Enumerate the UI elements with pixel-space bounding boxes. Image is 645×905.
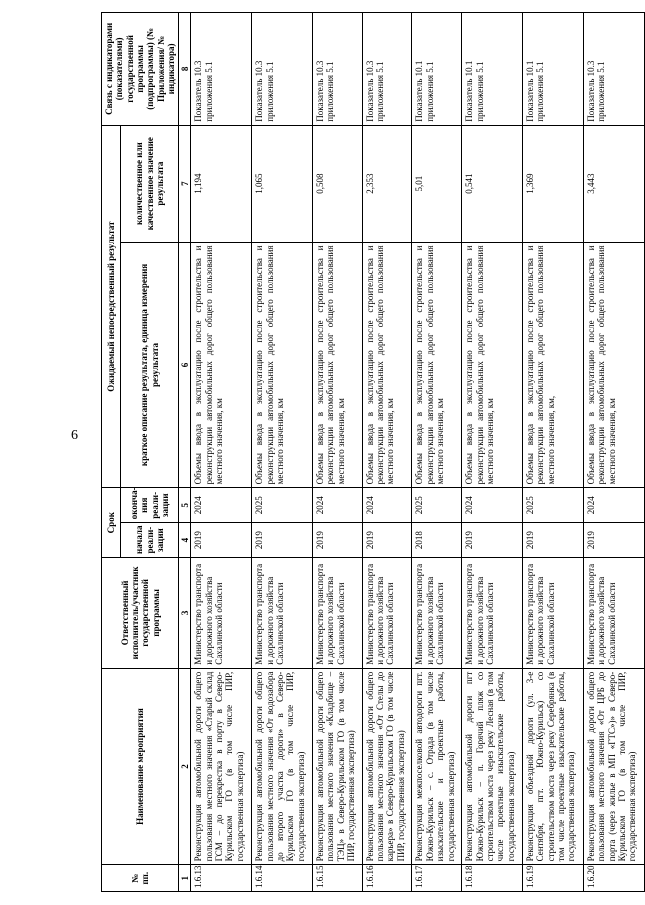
header-desc: краткое описание результата, единица измерения результата — [121, 242, 179, 488]
column-number: 7 — [179, 125, 191, 242]
row-executor: Министерство транспорта и дорожного хозяйства Сахалинской области — [252, 558, 313, 669]
row-num: 1.6.20. — [583, 865, 644, 892]
table-row — [191, 13, 252, 892]
row-end: 2025 — [523, 488, 584, 523]
row-name: Реконструкция автомобильной дороги общего пользования местного значения «От Стелы до карьера» в Северо-Курильском ГО (в том числе ПИР, государственная экспертиза) — [362, 668, 412, 865]
row-end: 2024 — [191, 488, 252, 523]
column-number: 3 — [179, 558, 191, 669]
row-num: 1.6.18. — [462, 865, 523, 892]
header-name: Наименование мероприятия — [102, 668, 179, 865]
row-executor: Министерство транспорта и дорожного хозяйства Сахалинской области — [412, 558, 462, 669]
row-num: 1.6.15. — [313, 865, 363, 892]
row-value: 0,508 — [313, 125, 363, 242]
row-name: Реконструкция автомобильной дороги общего пользования местного значения «От водозабора до второго участка дороги» в Северо-Курильском ГО (в том числе ПИР, государственная экспертиза) — [252, 668, 313, 865]
column-number: 6 — [179, 242, 191, 488]
row-executor: Министерство транспорта и дорожного хозяйства Сахалинской области — [523, 558, 584, 669]
row-link: Показатель 10.3 приложения 5.1 — [583, 13, 644, 126]
table-row — [362, 13, 412, 892]
row-desc: Объемы ввода в эксплуатацию после строительства и реконструкции автомобильных дорог общего пользования местного значения, км — [191, 242, 252, 488]
row-executor: Министерство транспорта и дорожного хозяйства Сахалинской области — [191, 558, 252, 669]
row-desc: Объемы ввода в эксплуатацию после строительства и реконструкции автомобильных дорог общего пользования местного значения, км — [362, 242, 412, 488]
header-end: оконча-ния реали-зации — [121, 488, 179, 523]
row-num: 1.6.14. — [252, 865, 313, 892]
row-link: Показатель 10.3 приложения 5.1 — [252, 13, 313, 126]
column-number: 8 — [179, 13, 191, 126]
row-executor: Министерство транспорта и дорожного хозяйства Сахалинской области — [313, 558, 363, 669]
row-start: 2019 — [462, 523, 523, 558]
row-value: 1,194 — [191, 125, 252, 242]
header-start: начала реали-зации — [121, 523, 179, 558]
column-number: 4 — [179, 523, 191, 558]
row-name: Реконструкция межпоселковой автодороги пгт. Южно-Курильск – с. Отрада (в том числе изыскательские и проектные работы, государственная экспертиза) — [412, 668, 462, 865]
row-end: 2025 — [252, 488, 313, 523]
row-link: Показатель 10.3 приложения 5.1 — [191, 13, 252, 126]
row-end: 2024 — [313, 488, 363, 523]
row-num: 1.6.16. — [362, 865, 412, 892]
row-end: 2025 — [412, 488, 462, 523]
row-end: 2024 — [583, 488, 644, 523]
table-row — [313, 13, 363, 892]
row-executor: Министерство транспорта и дорожного хозяйства Сахалинской области — [462, 558, 523, 669]
row-value: 3,443 — [583, 125, 644, 242]
row-num: 1.6.13. — [191, 865, 252, 892]
row-executor: Министерство транспорта и дорожного хозяйства Сахалинской области — [583, 558, 644, 669]
row-start: 2019 — [583, 523, 644, 558]
row-value: 0,541 — [462, 125, 523, 242]
header-num: № пп. — [102, 865, 179, 892]
row-name: Реконструкция автомобильной дороги общего пользования местного значения «Кладбище – ТЭЦ» в Северо-Курильском ГО (в том числе ПИР, государственная экспертиза) — [313, 668, 363, 865]
header-executor: Ответственный исполнитель/участник государственной программы — [102, 558, 179, 669]
measures-table — [101, 12, 645, 892]
row-name: Реконструкция объездной дороги (ул. 3-е Сентября, пгт. Южно-Курильск) со строительством моста через реку Серебрянка (в том числе проектные изыскательские работы, государственная экспертиза) — [523, 668, 584, 865]
table-row — [523, 13, 584, 892]
row-link: Показатель 10.1 приложения 5.1 — [412, 13, 462, 126]
row-name: Реконструкция автомобильной дороги общего пользования местного значения «Старый склад ГСМ – до перекрестка в порту в Северо-Курильском ГО (в том числе ПИР, государственная экспертиза) — [191, 668, 252, 865]
rotated-table-container — [101, 12, 638, 892]
row-value: 5,01 — [412, 125, 462, 242]
row-desc: Объемы ввода в эксплуатацию после строительства и реконструкции автомобильных дорог общего пользования местного значения, км — [462, 242, 523, 488]
row-desc: Объемы ввода в эксплуатацию после строительства и реконструкции автомобильных дорог общего пользования местного значения, км — [583, 242, 644, 488]
table-row — [462, 13, 523, 892]
row-name: Реконструкция автомобильной дороги пгт Южно-Курильск – п. Горячий пляж со строительством моста через реку Лесная (в том числе проектные изыскательские работы, государственная экспертиза) — [462, 668, 523, 865]
table-row — [252, 13, 313, 892]
row-desc: Объемы ввода в эксплуатацию после строительства и реконструкции автомобильных дорог общего пользования местного значения, км — [252, 242, 313, 488]
row-link: Показатель 10.3 приложения 5.1 — [313, 13, 363, 126]
row-value: 1,065 — [252, 125, 313, 242]
column-number: 1 — [179, 865, 191, 892]
row-end: 2024 — [362, 488, 412, 523]
row-link: Показатель 10.1 приложения 5.1 — [462, 13, 523, 126]
row-end: 2024 — [462, 488, 523, 523]
row-link: Показатель 10.3 приложения 5.1 — [362, 13, 412, 126]
table-row — [583, 13, 644, 892]
header-term: Срок — [102, 488, 121, 558]
row-start: 2019 — [313, 523, 363, 558]
row-start: 2019 — [362, 523, 412, 558]
column-number: 2 — [179, 668, 191, 865]
row-executor: Министерство транспорта и дорожного хозяйства Сахалинской области — [362, 558, 412, 669]
row-desc: Объемы ввода в эксплуатацию после строительства и реконструкции автомобильных дорог общего пользования местного значения, км, — [523, 242, 584, 488]
header-value: количественное или качественное значение результата — [121, 125, 179, 242]
row-value: 2,353 — [362, 125, 412, 242]
table-row — [412, 13, 462, 892]
header-result: Ожидаемый непосредственный результат — [102, 125, 121, 488]
row-start: 2019 — [523, 523, 584, 558]
row-name: Реконструкция автомобильной дороги общего пользования местного значения «От ЦРБ до порта (через жилье в МП «ГТС»)» в Северо-Курильском ГО (в том числе ПИР, государственная экспертиза) — [583, 668, 644, 865]
row-link: Показатель 10.1 приложения 5.1 — [523, 13, 584, 126]
row-desc: Объемы ввода в эксплуатацию после строительства и реконструкции автомобильных дорог общего пользования местного значения, км — [313, 242, 363, 488]
row-num: 1.6.19. — [523, 865, 584, 892]
row-start: 2018 — [412, 523, 462, 558]
column-number: 5 — [179, 488, 191, 523]
row-start: 2019 — [252, 523, 313, 558]
row-desc: Объемы ввода в эксплуатацию после строительства и реконструкции автомобильных дорог общего пользования местного значения, км — [412, 242, 462, 488]
row-start: 2019 — [191, 523, 252, 558]
column-number-row — [179, 13, 191, 892]
header-link: Связь с индикаторами (показателями) государственной программы (подпрограммы) (№ Приложения/ № индикатора) — [102, 13, 179, 126]
row-value: 1,369 — [523, 125, 584, 242]
row-num: 1.6.17. — [412, 865, 462, 892]
page-number: 6 — [71, 428, 78, 443]
header-row-1 — [102, 13, 121, 892]
